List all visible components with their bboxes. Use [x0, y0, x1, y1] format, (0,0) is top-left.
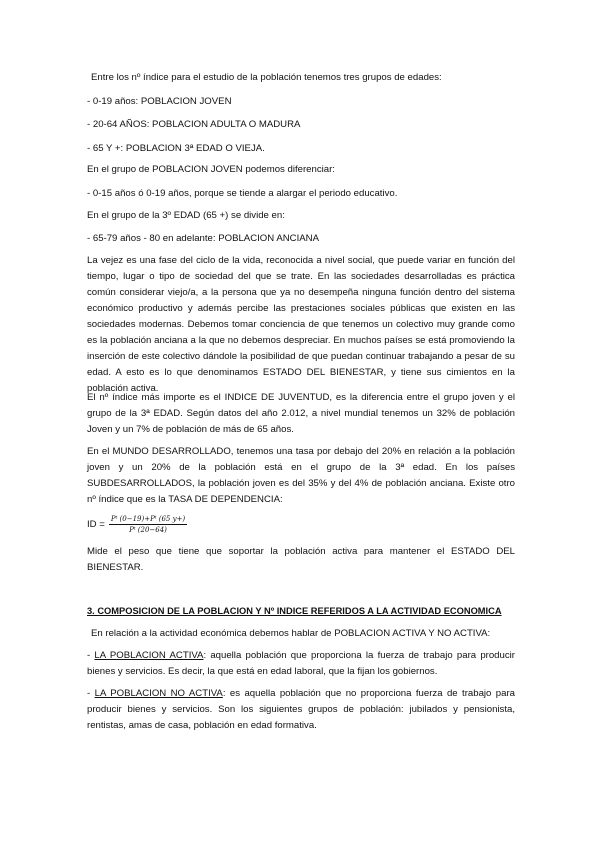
- formula-numerator: Pᵗ (0−19)+Pᵗ (65 y+): [110, 514, 186, 523]
- paragraph-poblacion-activa: [87, 648, 515, 680]
- young-group-intro: En el grupo de POBLACION JOVEN podemos diferenciar:: [87, 164, 335, 175]
- definition-poblacion-no-activa: : es aquella población que no proporciona fuerza de trabajo para producir bienes y servicios. Son los siguientes grupos de población: jubilados y pensionista, rentistas, amas de casa, población en edad formativa.: [87, 688, 515, 731]
- formula-fraction: [109, 515, 187, 534]
- dash: -: [87, 688, 95, 699]
- term-poblacion-activa: LA POBLACION ACTIVA: [94, 650, 204, 661]
- dash: -: [87, 650, 95, 661]
- intro-line: Entre los nº índice para el estudio de la población tenemos tres grupos de edades:: [91, 72, 442, 83]
- age-group-young: - 0-19 años: POBLACION JOVEN: [87, 96, 232, 107]
- section-3-heading: 3. COMPOSICION DE LA POBLACION Y Nº INDICE REFERIDOS A LA ACTIVIDAD ECONOMICA: [87, 606, 502, 616]
- paragraph-mide: Mide el peso que tiene que soportar la población activa para mantener el ESTADO DEL BIENESTAR.: [87, 546, 515, 573]
- third-age-item: - 65-79 años - 80 en adelante: POBLACION ANCIANA: [87, 233, 319, 244]
- paragraph-poblacion-no-activa: [87, 686, 515, 734]
- formula-lhs: ID =: [87, 518, 105, 530]
- formula-denominator: Pᵗ (20−64): [129, 525, 167, 534]
- definition-poblacion-activa: : aquella población que proporciona la fuerza de trabajo para producir bienes y servicios. Es decir, la que está en edad laboral, que la fijan los gobiernos.: [87, 650, 515, 677]
- third-age-intro: En el grupo de la 3º EDAD (65 +) se divide en:: [87, 210, 285, 221]
- young-group-item: - 0-15 años ó 0-19 años, porque se tiende a alargar el periodo educativo.: [87, 188, 398, 199]
- paragraph-vejez: La vejez es una fase del ciclo de la vida, reconocida a nivel social, que puede variar en función del tiempo, lugar o tipo de sociedad del que se trate. En las sociedades desarrolladas es práctica común considerar viejo/a, a la persona que ya no desempeña ninguna función dentro del sistema económico productivo y además percibe las prestaciones sociales públicas que existen en las sociedades modernas. Debemos tomar conciencia de que tenemos un colectivo muy grande como es la población anciana a la que no debemos despreciar. En muchos países se está promoviendo la inserción de este colectivo dándole la posibilidad de que puedan continuar trabajando a pesar de su edad. A esto es lo que denominamos ESTADO DEL BIENESTAR, y tiene sus cimientos en la población activa.: [87, 255, 515, 394]
- term-poblacion-no-activa: LA POBLACION NO ACTIVA: [94, 688, 223, 699]
- section-3-intro: En relación a la actividad económica debemos hablar de POBLACION ACTIVA Y NO ACTIVA:: [91, 628, 491, 639]
- age-group-old: - 65 Y +: POBLACION 3ª EDAD O VIEJA.: [87, 143, 265, 154]
- paragraph-juventud: El nº índice más importe es el INDICE DE JUVENTUD, es la diferencia entre el grupo joven y el grupo de la 3ª EDAD. Según datos del año 2.012, a nivel mundial tenemos un 32% de población Joven y un 7% de población de más de 65 años.: [87, 392, 515, 435]
- paragraph-desarrollado: En el MUNDO DESARROLLADO, tenemos una tasa por debajo del 20% en relación a la población joven y un 20% de la población está en el grupo de la 3ª edad. En los países SUBDESARROLLADOS, la población joven es del 35% y del 4% de población anciana. Existe otro nº índice que es la TASA DE DEPENDENCIA:: [87, 446, 515, 505]
- dependency-formula: [87, 511, 187, 537]
- age-group-adult: - 20-64 AÑOS: POBLACION ADULTA O MADURA: [87, 119, 301, 130]
